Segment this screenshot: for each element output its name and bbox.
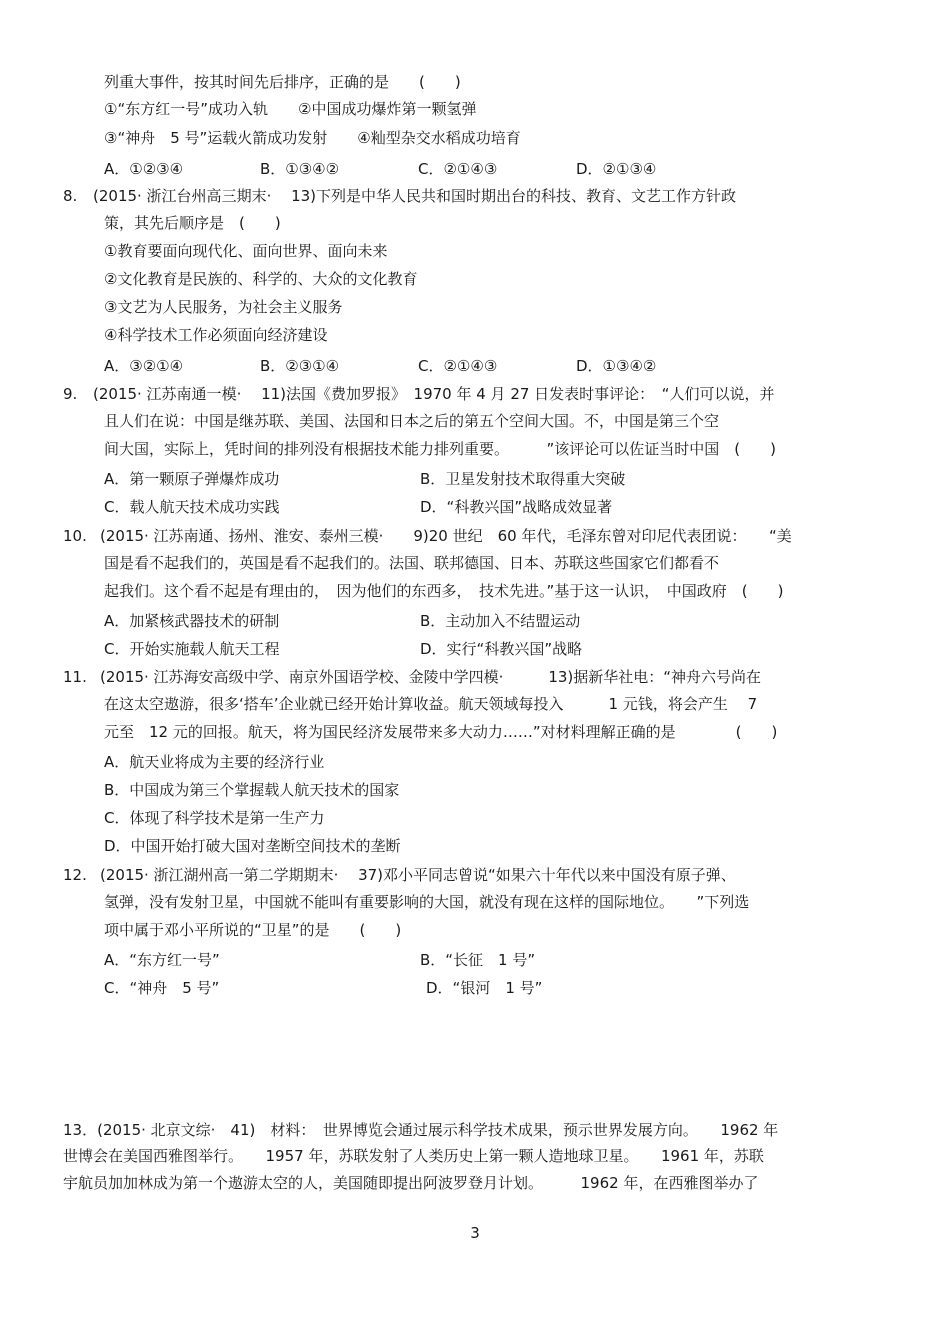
- q7-option-d: D．②①③④: [576, 160, 657, 178]
- q10-option-d: D．实行“科教兴国”战略: [420, 640, 583, 658]
- q7-stem-tail: 列重大事件，按其时间先后排序，正确的是 ( ): [104, 73, 461, 91]
- q9-option-b: B．卫星发射技术取得重大突破: [420, 470, 626, 488]
- q9-number: 9.: [63, 385, 78, 403]
- q12-stem-line-1: (2015· 浙江湖州高一第二学期期末· 37)邓小平同志曾说“如果六十年代以来中国没有原子弹、: [100, 866, 736, 884]
- q10-option-b: B．主动加入不结盟运动: [420, 612, 581, 630]
- q9-option-c: C．载人航天技术成功实践: [104, 498, 280, 516]
- q7-option-a: A．①②③④: [104, 160, 184, 178]
- q9-option-a: A．第一颗原子弹爆炸成功: [104, 470, 280, 488]
- q8-option-c: C．②①④③: [418, 357, 498, 375]
- q13-stem-line-3: 宇航员加加林成为第一个遨游太空的人，美国随即提出阿波罗登月计划。 1962 年，在西雅图举办了: [63, 1174, 759, 1192]
- q12-option-d: D．“银河 1 号”: [426, 979, 543, 997]
- q8-item-3: ③文艺为人民服务，为社会主义服务: [104, 298, 343, 316]
- q8-stem-line-1: (2015· 浙江台州高三期末· 13)下列是中华人民共和国时期出台的科技、教育、文艺工作方针政: [93, 187, 737, 205]
- q9-stem-line-3: 间大国，实际上，凭时间的排列没有根据技术能力排列重要。 ”该评论可以佐证当时中国 ( ): [104, 440, 776, 458]
- q12-stem-line-3: 项中属于邓小平所说的“卫星”的是 ( ): [104, 921, 402, 939]
- q11-option-d: D．中国开始打破大国对垄断空间技术的垄断: [104, 837, 401, 855]
- q11-number: 11.: [63, 668, 87, 686]
- q8-number: 8.: [63, 187, 78, 205]
- q12-option-a: A．“东方红一号”: [104, 951, 220, 969]
- q7-option-c: C．②①④③: [418, 160, 498, 178]
- q12-number: 12.: [63, 866, 87, 884]
- q11-option-b: B．中国成为第三个掌握载人航天技术的国家: [104, 781, 400, 799]
- q8-item-2: ②文化教育是民族的、科学的、大众的文化教育: [104, 270, 418, 288]
- q11-option-a: A．航天业将成为主要的经济行业: [104, 753, 325, 771]
- q7-option-b: B．①③④②: [260, 160, 340, 178]
- q8-option-a: A．③②①④: [104, 357, 184, 375]
- q10-option-a: A．加紧核武器技术的研制: [104, 612, 280, 630]
- q12-option-c: C．“神舟 5 号”: [104, 979, 220, 997]
- q10-option-c: C．开始实施载人航天工程: [104, 640, 280, 658]
- q8-stem-line-2: 策，其先后顺序是 ( ): [104, 214, 281, 232]
- q7-events-line-2: ③“神舟 5 号”运载火箭成功发射 ④籼型杂交水稻成功培育: [104, 129, 521, 147]
- q8-item-1: ①教育要面向现代化、面向世界、面向未来: [104, 242, 388, 260]
- q13-stem-line-2: 世博会在美国西雅图举行。 1957 年，苏联发射了人类历史上第一颗人造地球卫星。 1961 年，苏联: [63, 1147, 764, 1165]
- q10-stem-line-1: (2015· 江苏南通、扬州、淮安、泰州三模· 9)20 世纪 60 年代，毛泽东曾对印尼代表团说： “美: [100, 527, 792, 545]
- q11-stem-line-3: 元至 12 元的回报。航天，将为国民经济发展带来多大动力……”对材料理解正确的是 ( ): [104, 723, 778, 741]
- page-number: 3: [470, 1224, 480, 1242]
- q10-stem-line-3: 起我们。这个看不起是有理由的， 因为他们的东西多， 技术先进。”基于这一认识， 中国政府 ( ): [104, 582, 784, 600]
- q11-stem-line-2: 在这太空遨游，很多‘搭车’企业就已经开始计算收益。航天领域每投入 1 元钱，将会产生 7: [104, 695, 758, 713]
- q11-stem-line-1: (2015· 江苏海安高级中学、南京外国语学校、金陵中学四模· 13)据新华社电：“神舟六号尚在: [100, 668, 762, 686]
- q13-stem-line-1: 13．(2015· 北京文综· 41) 材料： 世界博览会通过展示科学技术成果，预示世界发展方向。 1962 年: [63, 1121, 779, 1139]
- q10-stem-line-2: 国是看不起我们的，英国是看不起我们的。法国、联邦德国、日本、苏联这些国家它们都看不: [104, 554, 720, 572]
- q8-item-4: ④科学技术工作必须面向经济建设: [104, 326, 328, 344]
- q12-stem-line-2: 氢弹，没有发射卫星，中国就不能叫有重要影响的大国，就没有现在这样的国际地位。 ”下列选: [104, 893, 750, 911]
- q8-option-d: D．①③④②: [576, 357, 657, 375]
- q12-option-b: B．“长征 1 号”: [420, 951, 536, 969]
- q8-option-b: B．②③①④: [260, 357, 340, 375]
- q7-events-line-1: ①“东方红一号”成功入轨 ②中国成功爆炸第一颗氢弹: [104, 100, 477, 118]
- q9-stem-line-2: 且人们在说：中国是继苏联、美国、法国和日本之后的第五个空间大国。不，中国是第三个空: [104, 412, 720, 430]
- q9-option-d: D．“科教兴国”战略成效显著: [420, 498, 613, 516]
- q10-number: 10.: [63, 527, 87, 545]
- q9-stem-line-1: (2015· 江苏南通一模· 11)法国《费加罗报》 1970 年 4 月 27 日发表时事评论： “人们可以说，并: [93, 385, 775, 403]
- q11-option-c: C．体现了科学技术是第一生产力: [104, 809, 325, 827]
